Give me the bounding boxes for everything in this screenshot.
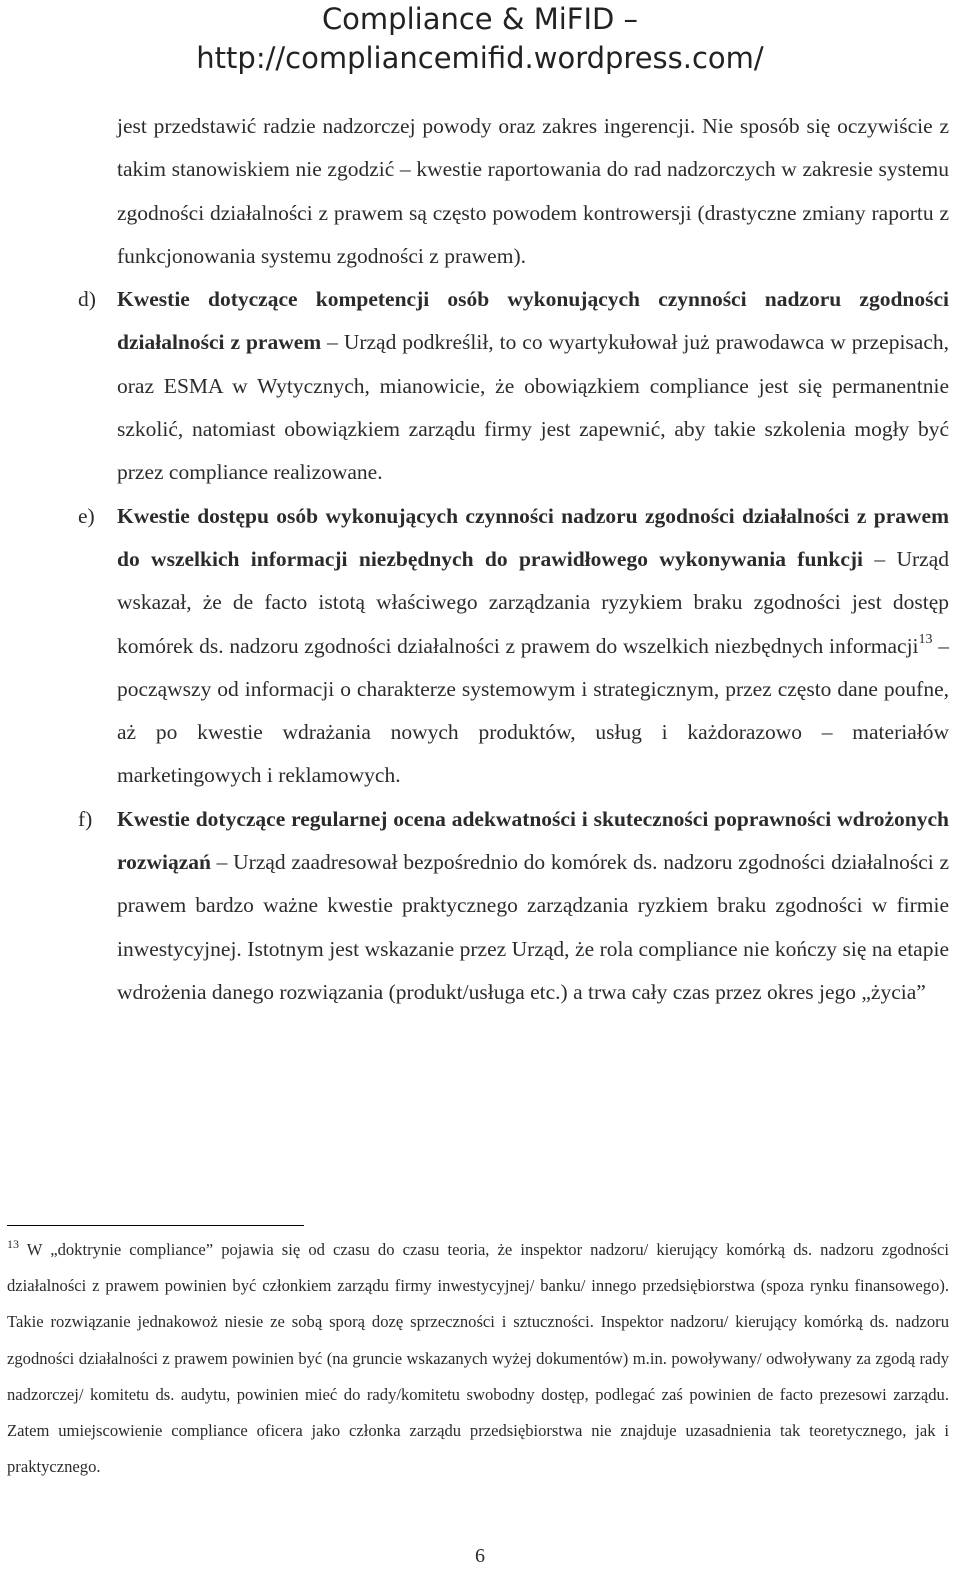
page-number: 6: [475, 1545, 485, 1567]
list-item-body: [117, 278, 949, 494]
list-item-heading: Kwestie dostępu osób wykonujących czynności nadzoru zgodności działalności z prawem do wszelkich informacji niezbędnych do prawidłowego wykonywania funkcji: [117, 503, 949, 571]
footnote-13: [7, 1232, 949, 1485]
body-text: [78, 105, 949, 1014]
header-url: http://compliancemifid.wordpress.com/: [196, 41, 764, 75]
list-item-text: – Urząd podkreślił, to co wyartykułował już prawodawca w przepisach, oraz ESMA w Wytycznych, mianowicie, że obowiązkiem compliance jest się permanentnie szkolić, natomiast obowiązkiem zarządu firmy jest zapewnić, aby takie szkolenia mogły być przez compliance realizowane.: [117, 330, 949, 485]
list-item-heading: Kwestie dotyczące kompetencji osób wykonujących czynności nadzoru zgodności działalności z prawem: [117, 287, 949, 355]
footnote-number: 13: [7, 1237, 19, 1251]
list-item-body: [117, 495, 949, 798]
list-marker: e): [78, 503, 95, 528]
footnote-text: W „doktrynie compliance” pojawia się od czasu do czasu teoria, że inspektor nadzoru/ kierujący komórką ds. nadzoru zgodności działalności z prawem powinien być członkiem zarządu firmy inwestycyjnej/ banku/ innego przedsiębiorstwa (spoza rynku finansowego). Takie rozwiązanie jednakowoż niesie ze sobą sporą dozę sprzeczności i sztuczności. Inspektor nadzoru/ kierujący komórką ds. nadzoru zgodności działalności z prawem powinien być (na gruncie wskazanych wyżej dokumentów) m.in. powoływany/ odwoływany za zgodą rady nadzorczej/ komitetu ds. audytu, powinien mieć do rady/komitetu swobodny dostęp, podlegać zaś powinien de facto prezesowi zarządu. Zatem umiejscowienie compliance oficera jako członka zarządu przedsiębiorstwa nie znajduje uzasadnienia tak teoretycznego, jak i praktycznego.: [7, 1240, 949, 1477]
page-header: [0, 0, 960, 100]
list-marker: f): [78, 806, 93, 831]
list-item-text: – Urząd wskazał, że de facto istotą właściwego zarządzania ryzykiem braku zgodności jest dostęp komórek ds. nadzoru zgodności działalności z prawem do wszelkich niezbędnych informacji: [117, 546, 949, 658]
list-item-text-continued: – począwszy od informacji o charakterze systemowym i strategicznym, przez często dane poufne, aż po kwestie wdrażania nowych produktów, usług i każdorazowo – materiałów marketingowych i reklamowych.: [117, 633, 949, 788]
list-item-d: [78, 278, 949, 494]
list-item-text: – Urząd zaadresował bezpośrednio do komórek ds. nadzoru zgodności działalności z prawem bardzo ważne kwestie praktycznego zarządzania ryzkiem braku zgodności w firmie inwestycyjnej. Istotnym jest wskazanie przez Urząd, że rola compliance nie kończy się na etapie wdrożenia danego rozwiązania (produkt/usługa etc.) a trwa cały czas przez okres jego „życia”: [117, 850, 949, 1004]
list-item-heading: Kwestie dotyczące regularnej ocena adekwatności i skuteczności poprawności wdrożonych rozwiązań: [117, 806, 949, 875]
list-item-body: [117, 798, 949, 1014]
header-title: Compliance & MiFID –: [321, 2, 639, 36]
list-item-e: [78, 495, 949, 798]
list-marker: d): [78, 287, 96, 312]
footnote-reference[interactable]: 13: [918, 631, 933, 647]
paragraph-continuation: jest przedstawić radzie nadzorczej powody oraz zakres ingerencji. Nie sposób się oczywiście z takim stanowiskiem nie zgodzić – kwestie raportowania do rad nadzorczych w zakresie systemu zgodności działalności z prawem są często powodem kontrowersji (drastyczne zmiany raportu z funkcjonowania systemu zgodności z prawem).: [117, 114, 949, 268]
footnotes: [7, 1232, 949, 1485]
list-item-f: [78, 798, 949, 1014]
footnote-separator: [7, 1225, 304, 1226]
